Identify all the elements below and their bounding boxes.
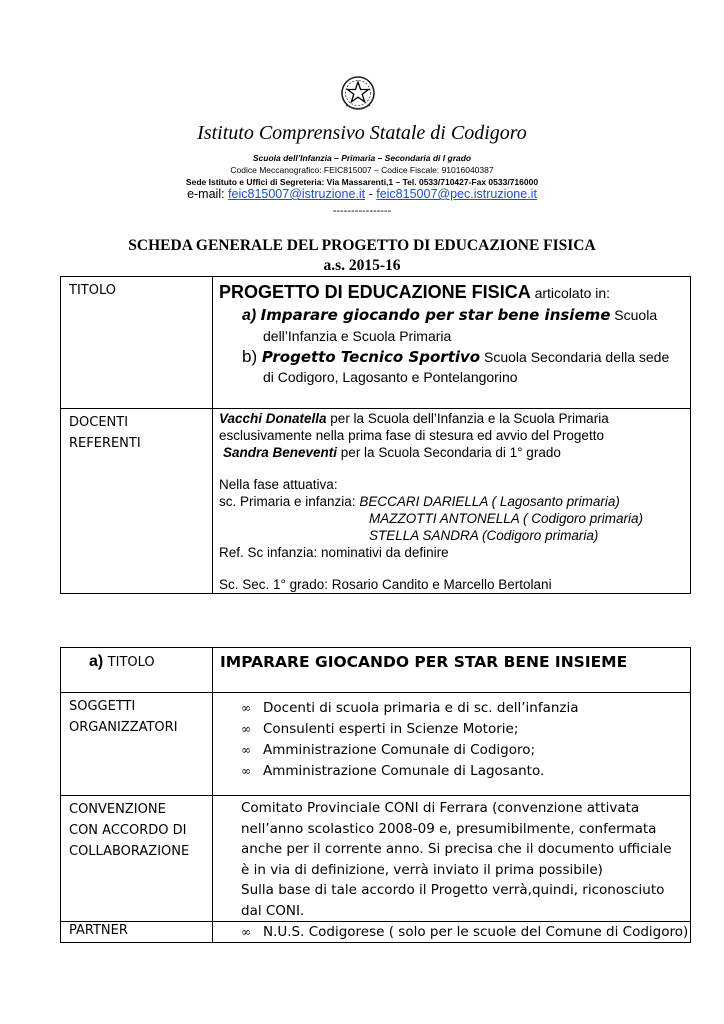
header-divider: ---------------- (332, 205, 392, 217)
infinity-bullet-icon: ∞ (241, 722, 251, 736)
convenzione-line: Comitato Provinciale CONI di Ferrara (convenzione attivata (241, 800, 640, 816)
docenti-label-line1: DOCENTI (69, 415, 129, 430)
document-title: SCHEDA GENERALE DEL PROGETTO DI EDUCAZIONE FISICA (128, 237, 596, 254)
convenzione-line: nell’anno scolastico 2008-09 e, presumibilmente, confermata (241, 820, 657, 837)
project-title-line (219, 282, 610, 303)
item-a-name: Imparare giocando per star bene insieme (260, 306, 611, 324)
phase-label: Nella fase attuativa: (219, 477, 338, 492)
convenzione-label-line2: CON ACCORDO DI (69, 823, 187, 838)
table1-titolo-label-cell (60, 276, 213, 409)
ref1-name: Vacchi Donatella (219, 411, 327, 426)
primaria-line (219, 493, 620, 510)
soggetti-item: ∞ Amministrazione Comunale di Lagosanto. (241, 761, 579, 782)
ref2-text: per la Scuola Secondaria di 1° grado (337, 445, 561, 460)
table2-soggetti-value-cell (212, 692, 691, 796)
ref1-text: per la Scuola dell’Infanzia e la Scuola Primaria (326, 411, 609, 426)
table2-titolo-marker: a) (89, 653, 108, 670)
soggetti-item: ∞ Amministrazione Comunale di Codigoro; (241, 740, 579, 761)
project-item-b (242, 347, 669, 367)
convenzione-label (61, 796, 212, 862)
italian-republic-emblem-icon (340, 74, 376, 112)
teacher-2: MAZZOTTI ANTONELLA ( Codigoro primaria) (369, 511, 644, 526)
project-item-a (242, 306, 657, 325)
institute-codes: Codice Meccanografico: FEIC815007 – Codice Fiscale: 91016040387 (230, 165, 494, 175)
convenzione-label-line3: COLLABORAZIONE (69, 844, 190, 859)
table1-docenti-label-cell (60, 408, 213, 594)
item-a-marker: a) (242, 307, 261, 324)
ref1-text2: esclusivamente nella prima fase di stesura ed avvio del Progetto (219, 428, 604, 443)
titolo-label: TITOLO (69, 283, 116, 298)
email-separator: - (365, 187, 377, 201)
email-prefix: e-mail: (187, 187, 229, 201)
ref2-line (223, 444, 561, 461)
infanzia-ref: Ref. Sc infanzia: nominativi da definire (219, 545, 449, 560)
soggetti-label (61, 693, 212, 738)
table2-convenzione-value-cell (212, 795, 691, 922)
teacher-1: BECCARI DARIELLA ( Lagosanto primaria) (359, 494, 620, 509)
table1-docenti-value-cell (212, 408, 691, 594)
school-year: a.s. 2015-16 (323, 257, 401, 274)
email-link-pec[interactable]: feic815007@pec.istruzione.it (376, 187, 537, 201)
infinity-bullet-icon: ∞ (241, 764, 251, 778)
item-b-desc2: di Codigoro, Lagosanto e Pontelangorino (263, 369, 518, 385)
convenzione-line: dal CONI. (241, 902, 305, 919)
project-title: PROGETTO DI EDUCAZIONE FISICA (219, 282, 531, 302)
table2-convenzione-label-cell (60, 795, 213, 922)
soggetti-item: ∞ Docenti di scuola primaria e di sc. dell’infanzia (241, 698, 579, 719)
item-b-desc1: Scuola Secondaria della sede (480, 349, 670, 365)
partner-list (241, 922, 688, 942)
partner-label: PARTNER (69, 923, 128, 938)
table2-soggetti-label-cell (60, 692, 213, 796)
table2-titolo-text: TITOLO (107, 655, 155, 670)
soggetti-label-line1: SOGGETTI (69, 699, 136, 714)
institute-address: Sede Istituto e Uffici di Segreteria: Via Massarenti,1 – Tel. 0533/710427-Fax 0533/716000 (185, 177, 539, 187)
primaria-label: sc. Primaria e infanzia: (219, 494, 360, 509)
docenti-label (61, 409, 212, 454)
table2-partner-label-cell (60, 921, 213, 943)
item-a-desc2: dell’Infanzia e Scuola Primaria (263, 328, 452, 344)
partner-item: ∞ N.U.S. Codigorese ( solo per le scuole del Comune di Codigoro) (241, 924, 689, 940)
table2-titolo-label-cell (60, 647, 213, 693)
soggetti-item: ∞ Consulenti esperti in Scienze Motorie; (241, 719, 579, 740)
email-line (0, 187, 724, 201)
infinity-bullet-icon: ∞ (241, 925, 251, 939)
item-a-desc1: Scuola (610, 307, 658, 323)
item-b-name: Progetto Tecnico Sportivo (261, 348, 481, 366)
convenzione-line: Sulla base di tale accordo il Progetto verrà,quindi, riconosciuto (241, 882, 665, 898)
ref1-line (219, 410, 609, 427)
soggetti-list (241, 698, 579, 782)
docenti-label-line2: REFERENTI (69, 436, 141, 451)
teacher-3: STELLA SANDRA (Codigoro primaria) (369, 528, 599, 543)
table2-partner-value-cell (212, 921, 691, 943)
ref2-name: Sandra Beneventi (223, 445, 338, 460)
soggetti-label-line2: ORGANIZZATORI (69, 720, 178, 735)
project-articulated: articolato in: (530, 285, 611, 301)
table1-titolo-value-cell (212, 276, 691, 409)
secondaria-ref: Sc. Sec. 1° grado: Rosario Candito e Marcello Bertolani (219, 577, 552, 592)
convenzione-label-line1: CONVENZIONE (69, 802, 166, 817)
convenzione-line: anche per il corrente anno. Si precisa che il documento ufficiale (241, 841, 672, 857)
table2-title-value: IMPARARE GIOCANDO PER STAR BENE INSIEME (220, 653, 628, 671)
convenzione-line: è in via di definizione, verrà inviato il prima possibile) (241, 861, 603, 878)
item-b-marker: b) (242, 347, 262, 366)
table2-titolo-value-cell (212, 647, 691, 693)
email-link-istruzione[interactable]: feic815007@istruzione.it (228, 187, 366, 201)
table2-titolo-label (89, 653, 155, 671)
infinity-bullet-icon: ∞ (241, 701, 251, 715)
institute-name: Istituto Comprensivo Statale di Codigoro (197, 122, 527, 144)
infinity-bullet-icon: ∞ (241, 743, 251, 757)
school-levels: Scuola dell’Infanzia – Primaria – Secondaria di I grado (252, 153, 472, 163)
